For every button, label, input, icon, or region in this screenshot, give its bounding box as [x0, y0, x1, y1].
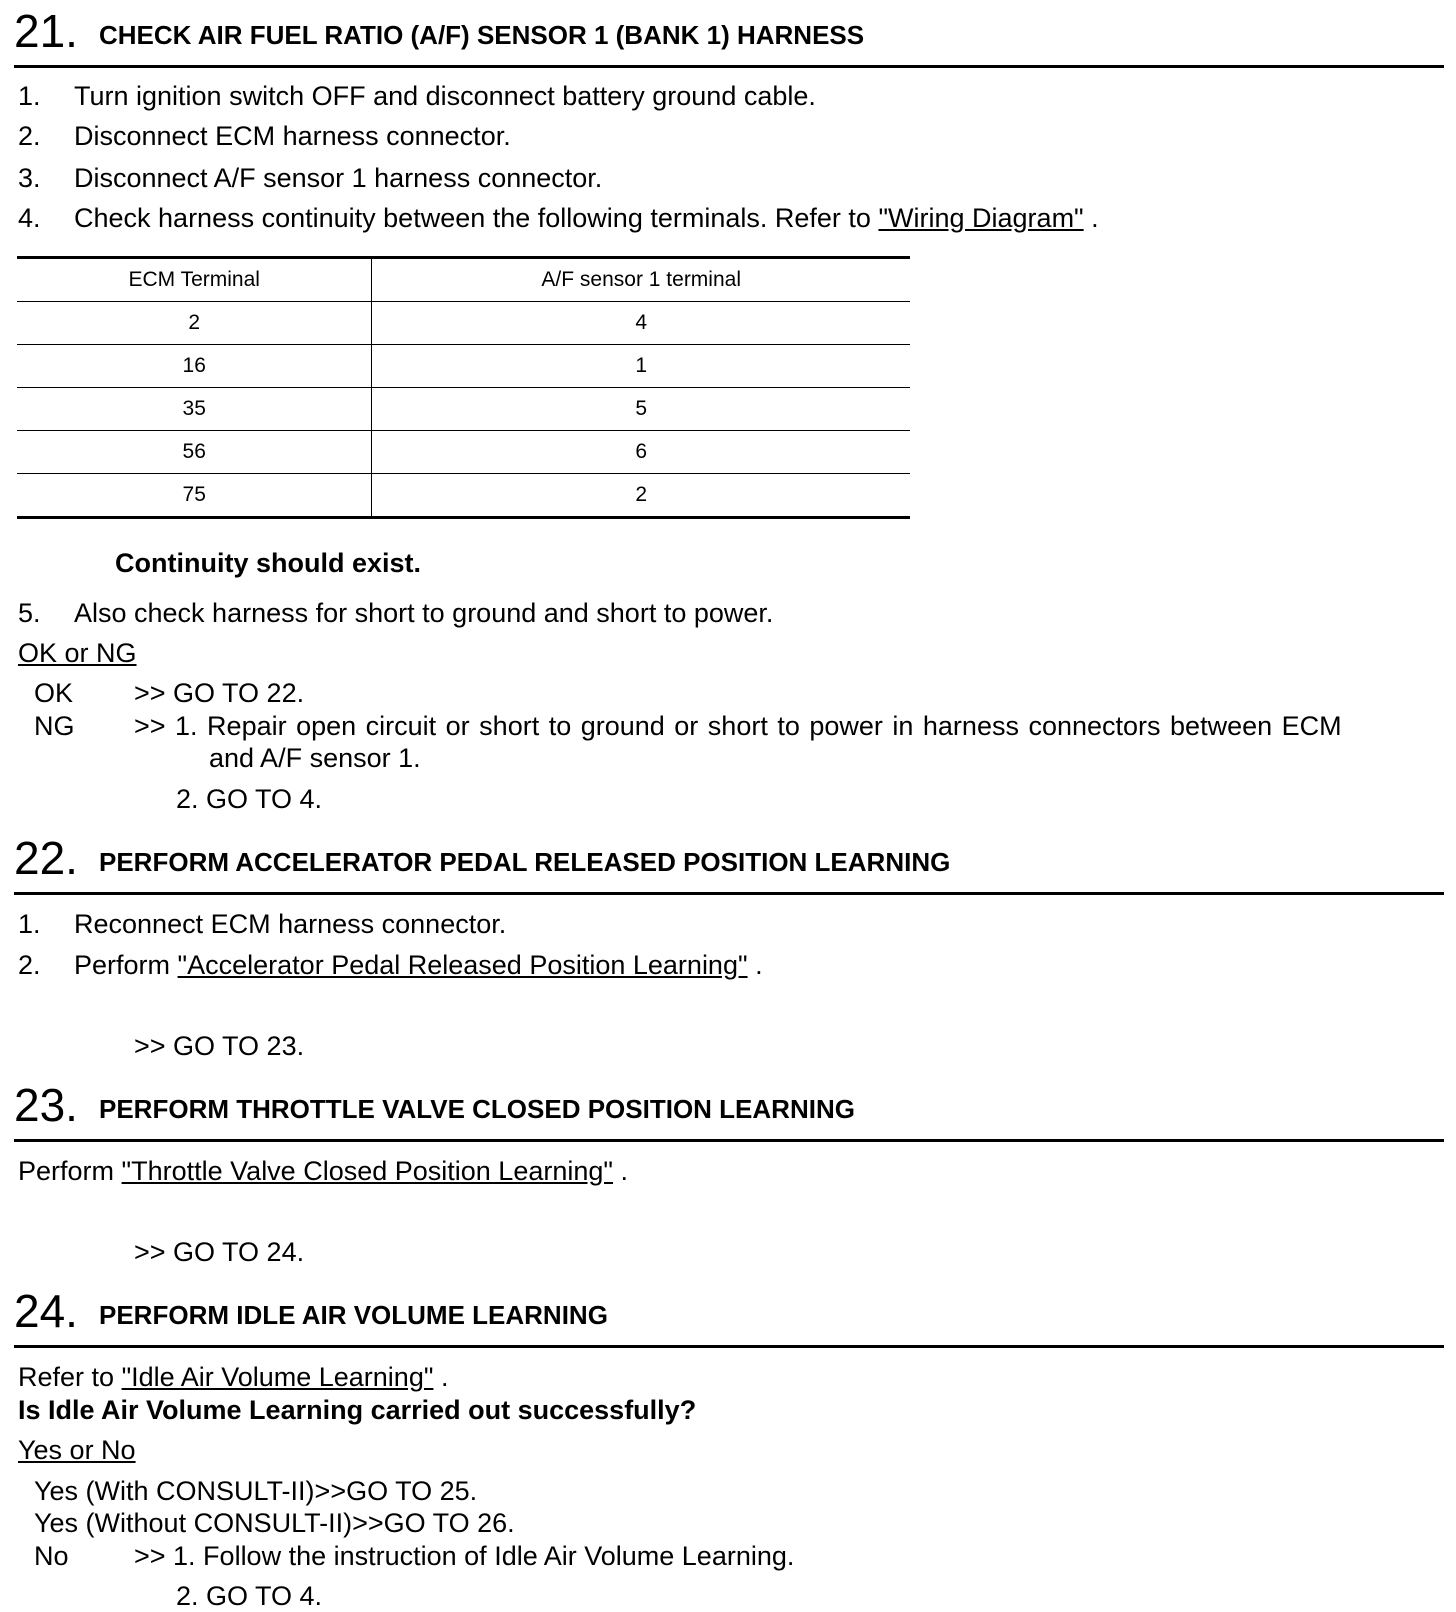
table-header-row [17, 258, 910, 302]
question: Is Idle Air Volume Learning carried out successfully? [18, 1395, 697, 1425]
divider [14, 65, 1444, 68]
step-23-number: 23. [14, 1079, 78, 1131]
no-action-step2: 2. GO TO 4. [176, 1581, 323, 1611]
sensor-terminal: 6 [372, 431, 910, 474]
ecm-terminal: 75 [17, 474, 372, 518]
go-to-action: >> GO TO 24. [134, 1237, 305, 1267]
step-24-title: PERFORM IDLE AIR VOLUME LEARNING [99, 1300, 608, 1330]
step-24-number: 24. [14, 1285, 78, 1337]
sensor-terminal: 4 [372, 302, 910, 345]
step-text: Disconnect A/F sensor 1 harness connector. [74, 163, 603, 193]
step-text-body: Refer to [18, 1362, 115, 1392]
ecm-terminal: 16 [17, 345, 372, 388]
no-label: No [34, 1541, 69, 1571]
table-row [17, 345, 910, 388]
step-text [18, 1155, 628, 1187]
ng-action-cont: and A/F sensor 1. [209, 743, 421, 773]
yes-with-consult: Yes (With CONSULT-II)>>GO TO 25. [34, 1476, 478, 1506]
step-22-number: 22. [14, 832, 78, 884]
step-number: 4. [18, 203, 41, 233]
step-text [74, 202, 1099, 234]
column-header: A/F sensor 1 terminal [372, 258, 910, 302]
period: . [440, 1362, 449, 1392]
step-number: 5. [18, 598, 41, 628]
step-text-body: Check harness continuity between the following terminals. Refer to [74, 203, 871, 233]
step-number: 1. [18, 909, 41, 939]
idle-air-volume-learning-link[interactable]: "Idle Air Volume Learning" [121, 1362, 434, 1392]
divider [14, 892, 1444, 895]
ok-label: OK [34, 678, 74, 708]
accelerator-pedal-learning-link[interactable]: "Accelerator Pedal Released Position Learning" [177, 950, 748, 980]
ng-label: NG [34, 711, 75, 741]
ecm-terminal: 35 [17, 388, 372, 431]
step-number: 3. [18, 163, 41, 193]
step-text: Also check harness for short to ground and short to power. [74, 598, 774, 628]
result-label: Yes or No [18, 1435, 136, 1465]
step-21-number: 21. [14, 5, 78, 57]
step-number: 2. [18, 121, 41, 151]
yes-without-consult: Yes (Without CONSULT-II)>>GO TO 26. [34, 1508, 515, 1538]
divider [14, 1345, 1444, 1348]
result-label: OK or NG [18, 638, 137, 668]
step-number: 2. [18, 950, 41, 980]
step-text: Disconnect ECM harness connector. [74, 121, 511, 151]
table-row [17, 388, 910, 431]
sensor-terminal: 5 [372, 388, 910, 431]
go-to-action: >> GO TO 23. [134, 1031, 305, 1061]
ecm-terminal: 2 [17, 302, 372, 345]
continuity-table [17, 256, 910, 519]
period: . [755, 950, 763, 980]
wiring-diagram-link[interactable]: "Wiring Diagram" [878, 203, 1084, 233]
column-header: ECM Terminal [17, 258, 372, 302]
step-number: 1. [18, 81, 41, 111]
step-23-title: PERFORM THROTTLE VALVE CLOSED POSITION LEARNING [99, 1094, 855, 1124]
sensor-terminal: 2 [372, 474, 910, 518]
sensor-terminal: 1 [372, 345, 910, 388]
ecm-terminal: 56 [17, 431, 372, 474]
step-21-title: CHECK AIR FUEL RATIO (A/F) SENSOR 1 (BANK 1) HARNESS [99, 20, 865, 50]
ng-action: >> 1. Repair open circuit or short to ground or short to power in harness connectors between ECM [134, 711, 1342, 741]
continuity-note: Continuity should exist. [115, 548, 422, 578]
ok-action: >> GO TO 22. [134, 678, 305, 708]
divider [14, 1139, 1444, 1142]
no-action: >> 1. Follow the instruction of Idle Air Volume Learning. [134, 1541, 795, 1571]
table-row [17, 431, 910, 474]
throttle-valve-learning-link[interactable]: "Throttle Valve Closed Position Learning" [121, 1156, 613, 1186]
step-text [18, 1361, 448, 1393]
ng-action-step2: 2. GO TO 4. [176, 784, 323, 814]
step-text [74, 949, 763, 981]
period: . [1091, 203, 1099, 233]
step-text: Reconnect ECM harness connector. [74, 909, 507, 939]
step-text-body: Perform [18, 1156, 115, 1186]
step-22-title: PERFORM ACCELERATOR PEDAL RELEASED POSITION LEARNING [99, 847, 951, 877]
period: . [620, 1156, 629, 1186]
table-row [17, 474, 910, 518]
step-text-body: Perform [74, 950, 171, 980]
step-text: Turn ignition switch OFF and disconnect battery ground cable. [74, 81, 816, 111]
table-row [17, 302, 910, 345]
